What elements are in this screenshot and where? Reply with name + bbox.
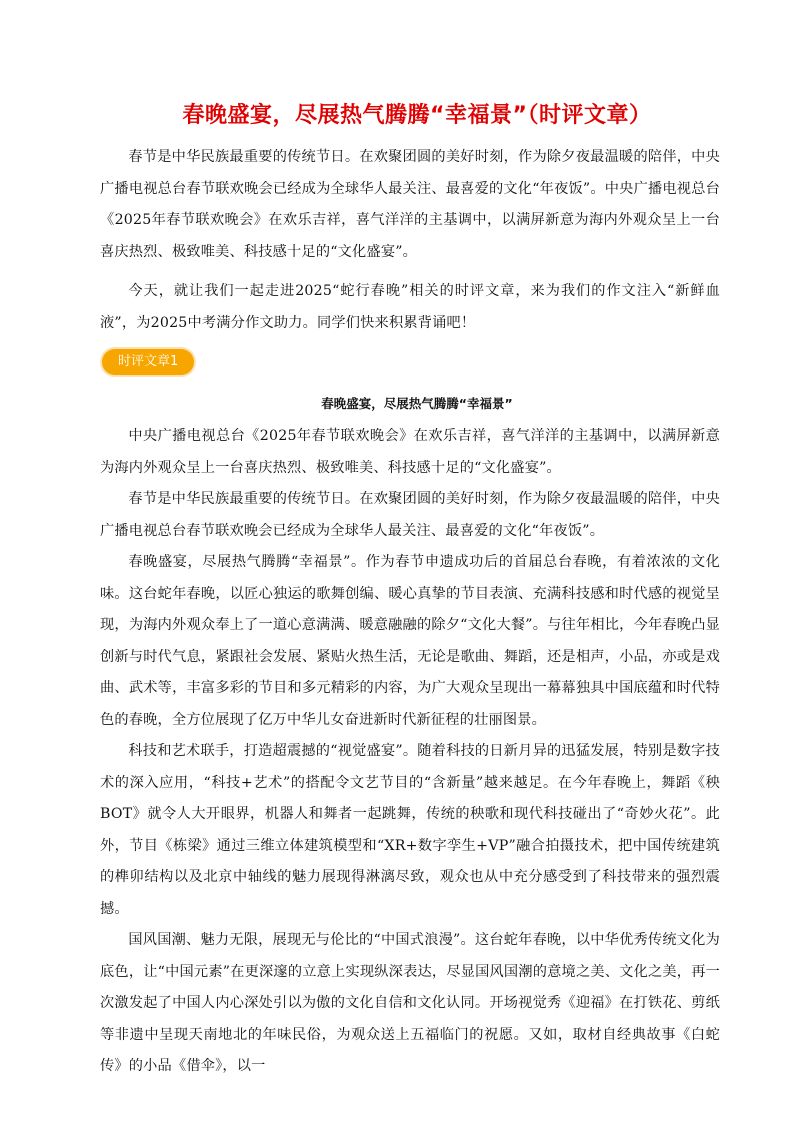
article-paragraph-3: 春晚盛宴，尽展热气腾腾“幸福景”。作为春节申遗成功后的首届总台春晚，有着浓浓的文化味。这台蛇年春晚，以匠心独运的歌舞创编、暖心真挚的节目表演、充满科技感和时代感的视觉呈现，为海内外观众奉上了一道心意满满、暖意融融的除夕“文化大餐”。与往年相比，今年春晚凸显创新与时代气息，紧跟社会发展、紧贴火热生活，无论是歌曲、舞蹈，还是相声，小品，亦或是戏曲、武术等，丰富多彩的节目和多元精彩的内容，为广大观众呈现出一幕幕独具中国底蕴和时代特色的春晚，全方位展现了亿万中华儿女奋进新时代新征程的壮丽图景。 [100, 554, 720, 728]
intro-paragraph-2: 今天，就让我们一起走进2025“蛇行春晚”相关的时评文章，来为我们的作文注入“新鲜血液”，为2025中考满分作文助力。同学们快来积累背诵吧！ [100, 283, 720, 331]
section-tag-row [100, 339, 720, 391]
article-title: 春晚盛宴，尽展热气腾腾“幸福景” [321, 396, 513, 411]
document-content [100, 142, 720, 1083]
article-paragraph-1: 中央广播电视总台《2025年春节联欢晚会》在欢乐吉祥，喜气洋洋的主基调中，以满屏新意为海内外观众呈上一台喜庆热烈、极致唯美、科技感十足的“文化盛宴”。 [100, 428, 720, 476]
article-paragraph-2: 春节是中华民族最重要的传统节日。在欢聚团圆的美好时刻，作为除夕夜最温暖的陪伴，中央广播电视总台春节联欢晚会已经成为全球华人最关注、最喜爱的文化“年夜饭”。 [100, 491, 720, 539]
article-paragraph-5: 国风国潮、魅力无限，展现无与伦比的“中国式浪漫”。这台蛇年春晚，以中华优秀传统文化为底色，让“中国元素”在更深邃的立意上实现纵深表达，尽显国风国潮的意境之美、文化之美，再一次激发起了中国人内心深处引以为傲的文化自信和文化认同。开场视觉秀《迎福》在打铁花、剪纸等非遗中呈现天南地北的年味民俗，为观众送上五福临门的祝愿。又如，取材自经典故事《白蛇传》的小品《借伞》，以一 [100, 932, 720, 1074]
intro-paragraph-1: 春节是中华民族最重要的传统节日。在欢聚团圆的美好时刻，作为除夕夜最温暖的陪伴，中央广播电视总台春节联欢晚会已经成为全球华人最关注、最喜爱的文化“年夜饭”。中央广播电视总台《2025年春节联欢晚会》在欢乐吉祥，喜气洋洋的主基调中，以满屏新意为海内外观众呈上一台喜庆热烈、极致唯美、科技感十足的“文化盛宴”。 [100, 149, 720, 260]
article-paragraph-4: 科技和艺术联手，打造超震撼的“视觉盛宴”。随着科技的日新月异的迅猛发展，特别是数字技术的深入应用，“科技+艺术”的搭配令文艺节目的“含新量”越来越足。在今年春晚上，舞蹈《秧BOT》就令人大开眼界，机器人和舞者一起跳舞，传统的秧歌和现代科技碰出了“奇妙火花”。此外，节目《栋梁》通过三维立体建筑模型和“XR+数字孪生+VP”融合拍摄技术，把中国传统建筑的榫卯结构以及北京中轴线的魅力展现得淋漓尽致，观众也从中充分感受到了科技带来的强烈震撼。 [100, 743, 720, 917]
document-title: 春晚盛宴，尽展热气腾腾“幸福景”（时评文章） [182, 103, 652, 128]
section-tag-badge: 时评文章1 [102, 349, 194, 375]
